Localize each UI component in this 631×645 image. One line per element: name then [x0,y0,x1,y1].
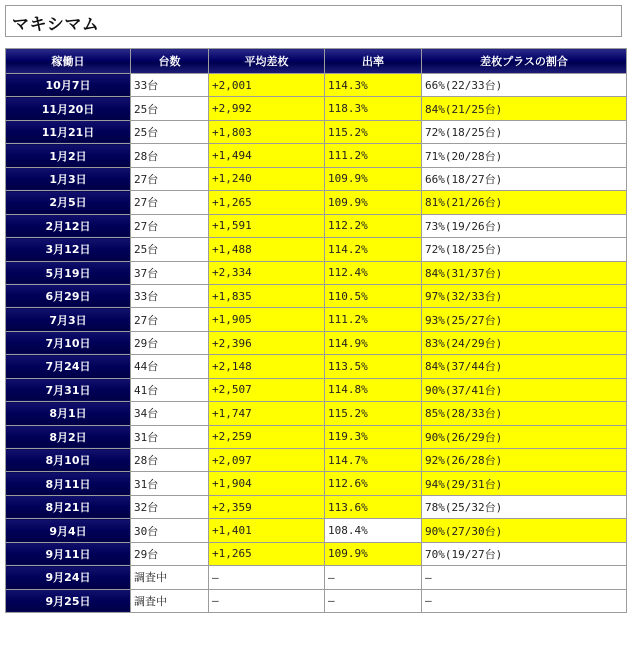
date-cell: 9月25日 [6,589,131,612]
table-body [6,74,627,613]
avg-diff-cell: +1,488 [209,238,325,261]
date-cell: 1月3日 [6,167,131,190]
payout-cell: 109.9% [325,542,422,565]
payout-cell: – [325,589,422,612]
date-cell: 8月21日 [6,495,131,518]
units-cell: 33台 [131,284,209,307]
units-cell: 31台 [131,425,209,448]
plus-ratio-cell: 73%(19/26台) [422,214,627,237]
plus-ratio-cell: 92%(26/28台) [422,449,627,472]
date-cell: 2月5日 [6,191,131,214]
avg-diff-cell: – [209,566,325,589]
date-cell: 1月2日 [6,144,131,167]
column-header-date: 稼働日 [6,49,131,74]
units-cell: 調査中 [131,589,209,612]
table-row [6,238,627,261]
table-row [6,214,627,237]
table-row [6,97,627,120]
payout-cell: 112.4% [325,261,422,284]
date-cell: 7月24日 [6,355,131,378]
avg-diff-cell: +1,401 [209,519,325,542]
date-cell: 6月29日 [6,284,131,307]
units-cell: 27台 [131,214,209,237]
table-row [6,167,627,190]
plus-ratio-cell: – [422,589,627,612]
table-row [6,495,627,518]
plus-ratio-cell: 90%(27/30台) [422,519,627,542]
units-cell: 32台 [131,495,209,518]
avg-diff-cell: +1,240 [209,167,325,190]
page-title: マキシマム [12,15,100,35]
payout-cell: 113.5% [325,355,422,378]
payout-cell: 115.2% [325,402,422,425]
date-cell: 8月10日 [6,449,131,472]
avg-diff-cell: +1,265 [209,542,325,565]
date-cell: 8月11日 [6,472,131,495]
plus-ratio-cell: 93%(25/27台) [422,308,627,331]
date-cell: 8月1日 [6,402,131,425]
table-row [6,308,627,331]
payout-cell: 111.2% [325,308,422,331]
units-cell: 28台 [131,144,209,167]
column-header-plus-ratio: 差枚プラスの割合 [422,49,627,74]
units-cell: 25台 [131,238,209,261]
payout-cell: 114.9% [325,331,422,354]
column-header-payout: 出率 [325,49,422,74]
date-cell: 11月20日 [6,97,131,120]
units-cell: 29台 [131,542,209,565]
plus-ratio-cell: 90%(37/41台) [422,378,627,401]
payout-cell: 112.6% [325,472,422,495]
avg-diff-cell: +1,591 [209,214,325,237]
units-cell: 27台 [131,308,209,331]
payout-cell: 112.2% [325,214,422,237]
plus-ratio-cell: 78%(25/32台) [422,495,627,518]
table-row [6,120,627,143]
plus-ratio-cell: 84%(31/37台) [422,261,627,284]
avg-diff-cell: +2,148 [209,355,325,378]
table-row [6,566,627,589]
date-cell: 9月11日 [6,542,131,565]
avg-diff-cell: +2,001 [209,74,325,97]
date-cell: 11月21日 [6,120,131,143]
avg-diff-cell: +1,904 [209,472,325,495]
units-cell: 25台 [131,97,209,120]
avg-diff-cell: +2,396 [209,331,325,354]
units-cell: 44台 [131,355,209,378]
table-row [6,402,627,425]
avg-diff-cell: +1,905 [209,308,325,331]
plus-ratio-cell: 81%(21/26台) [422,191,627,214]
plus-ratio-cell: 72%(18/25台) [422,238,627,261]
avg-diff-cell: +1,747 [209,402,325,425]
units-cell: 調査中 [131,566,209,589]
payout-cell: 114.2% [325,238,422,261]
payout-cell: 111.2% [325,144,422,167]
payout-cell: – [325,566,422,589]
avg-diff-cell: +1,835 [209,284,325,307]
plus-ratio-cell: 84%(37/44台) [422,355,627,378]
units-cell: 37台 [131,261,209,284]
avg-diff-cell: +1,265 [209,191,325,214]
plus-ratio-cell: 90%(26/29台) [422,425,627,448]
table-row [6,331,627,354]
plus-ratio-cell: 94%(29/31台) [422,472,627,495]
units-cell: 29台 [131,331,209,354]
table-row [6,284,627,307]
plus-ratio-cell: 71%(20/28台) [422,144,627,167]
column-header-units: 台数 [131,49,209,74]
date-cell: 7月3日 [6,308,131,331]
date-cell: 2月12日 [6,214,131,237]
payout-cell: 108.4% [325,519,422,542]
units-cell: 33台 [131,74,209,97]
units-cell: 31台 [131,472,209,495]
payout-cell: 118.3% [325,97,422,120]
payout-cell: 114.3% [325,74,422,97]
units-cell: 28台 [131,449,209,472]
table-row [6,472,627,495]
date-cell: 7月31日 [6,378,131,401]
date-cell: 3月12日 [6,238,131,261]
column-header-avg-diff: 平均差枚 [209,49,325,74]
avg-diff-cell: +1,494 [209,144,325,167]
avg-diff-cell: +2,992 [209,97,325,120]
date-cell: 9月24日 [6,566,131,589]
avg-diff-cell: +1,803 [209,120,325,143]
table-row [6,144,627,167]
payout-cell: 109.9% [325,167,422,190]
table-row [6,261,627,284]
units-cell: 27台 [131,191,209,214]
units-cell: 34台 [131,402,209,425]
table-row [6,542,627,565]
plus-ratio-cell: 97%(32/33台) [422,284,627,307]
plus-ratio-cell: 66%(22/33台) [422,74,627,97]
table-header-row [6,49,627,74]
avg-diff-cell: – [209,589,325,612]
table-row [6,519,627,542]
results-table [5,48,627,613]
avg-diff-cell: +2,259 [209,425,325,448]
plus-ratio-cell: – [422,566,627,589]
plus-ratio-cell: 85%(28/33台) [422,402,627,425]
plus-ratio-cell: 83%(24/29台) [422,331,627,354]
payout-cell: 114.7% [325,449,422,472]
payout-cell: 115.2% [325,120,422,143]
payout-cell: 109.9% [325,191,422,214]
units-cell: 41台 [131,378,209,401]
payout-cell: 114.8% [325,378,422,401]
date-cell: 10月7日 [6,74,131,97]
units-cell: 25台 [131,120,209,143]
avg-diff-cell: +2,507 [209,378,325,401]
avg-diff-cell: +2,097 [209,449,325,472]
date-cell: 7月10日 [6,331,131,354]
table-row [6,191,627,214]
plus-ratio-cell: 72%(18/25台) [422,120,627,143]
table-row [6,425,627,448]
table-row [6,355,627,378]
plus-ratio-cell: 66%(18/27台) [422,167,627,190]
avg-diff-cell: +2,334 [209,261,325,284]
payout-cell: 110.5% [325,284,422,307]
date-cell: 5月19日 [6,261,131,284]
plus-ratio-cell: 70%(19/27台) [422,542,627,565]
title-box [5,5,622,37]
date-cell: 9月4日 [6,519,131,542]
payout-cell: 113.6% [325,495,422,518]
date-cell: 8月2日 [6,425,131,448]
plus-ratio-cell: 84%(21/25台) [422,97,627,120]
table-row [6,589,627,612]
units-cell: 27台 [131,167,209,190]
table-row [6,449,627,472]
units-cell: 30台 [131,519,209,542]
avg-diff-cell: +2,359 [209,495,325,518]
table-row [6,74,627,97]
table-row [6,378,627,401]
payout-cell: 119.3% [325,425,422,448]
